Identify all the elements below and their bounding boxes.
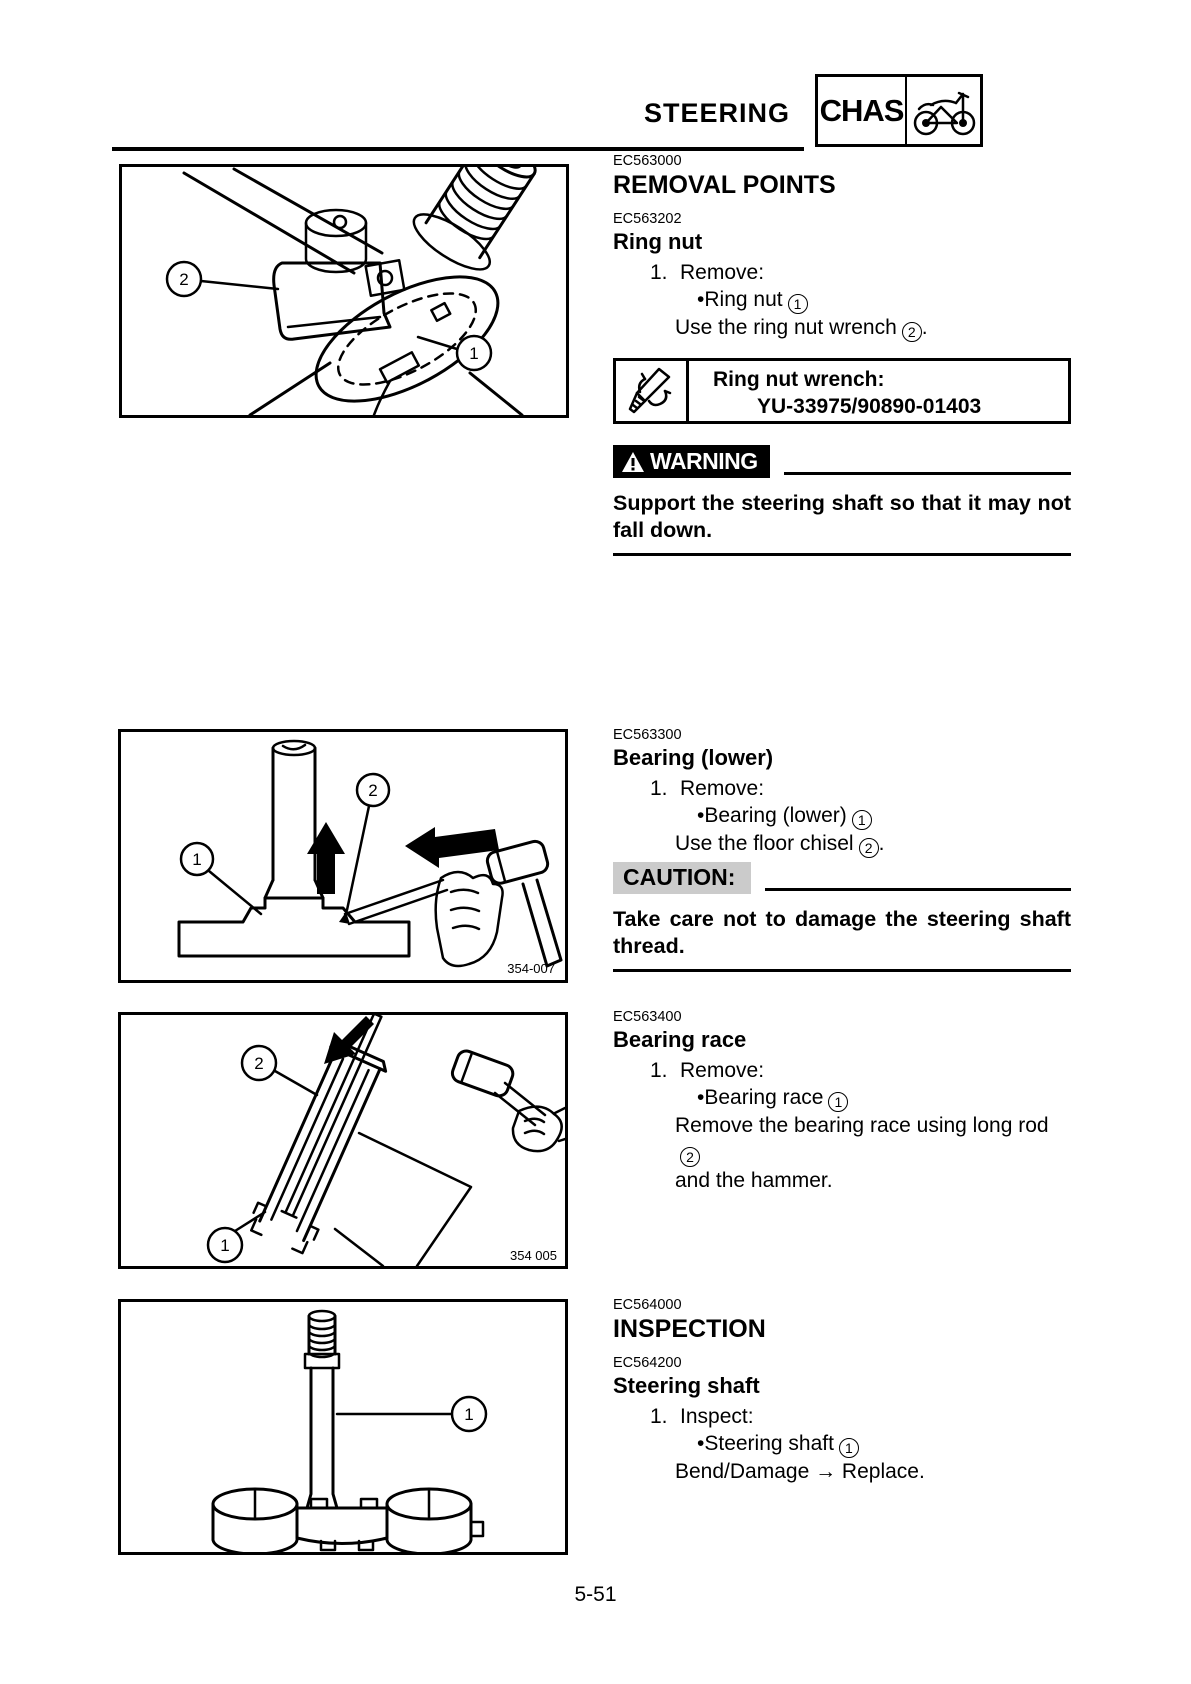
figure-steering-shaft-inspection [118, 1299, 568, 1555]
svg-text:2: 2 [368, 781, 378, 800]
page-number: 5-51 [574, 1583, 617, 1606]
section-code: EC564000 [613, 1297, 682, 1313]
ring-nut-wrench-icon [616, 361, 689, 421]
procedure-step [650, 259, 1071, 286]
page-title: STEERING [643, 98, 790, 128]
svg-text:2: 2 [254, 1054, 264, 1073]
svg-text:1: 1 [220, 1236, 230, 1255]
tool-spec-text [689, 361, 981, 421]
subsection-heading: Bearing race [613, 1027, 747, 1052]
ref-number: 2 [859, 838, 879, 858]
tool-part-number: YU-33975/90890-01403 [757, 395, 982, 418]
step-action: Inspect: [680, 1405, 754, 1428]
figure-caption: 354 005 [510, 1248, 557, 1263]
procedure-step [650, 775, 1071, 802]
svg-text:1: 1 [192, 850, 202, 869]
warning-end-rule [613, 553, 1071, 556]
procedure-step [650, 1403, 1071, 1430]
warning-triangle-icon [621, 451, 645, 473]
caution-end-rule [613, 969, 1071, 972]
section-removal-points [613, 153, 1071, 556]
step-note: Use the floor chisel 2 . [675, 832, 885, 856]
tool-name: Ring nut wrench: [713, 368, 885, 391]
step-note: and the hammer. [675, 1169, 833, 1192]
item-text: Steering shaft [704, 1432, 834, 1455]
step-action: Remove: [680, 261, 765, 284]
ref-number: 1 [828, 1092, 848, 1112]
warning-rule [784, 472, 1071, 475]
bullet-glyph: • [697, 1432, 705, 1455]
caution-rule [765, 888, 1071, 891]
step-item [697, 802, 1071, 830]
subsection-heading: Ring nut [613, 229, 703, 254]
svg-text:2: 2 [179, 270, 189, 289]
step-item [697, 1430, 1071, 1458]
step-number: 1. [650, 1059, 668, 1082]
section-heading: INSPECTION [613, 1315, 766, 1343]
ref-number: 1 [788, 294, 808, 314]
caution-label: CAUTION: [613, 862, 751, 894]
tool-spec-box [613, 358, 1071, 424]
step-item [697, 1084, 1071, 1112]
ref-number: 1 [852, 810, 872, 830]
section-code: EC563400 [613, 1009, 682, 1025]
header-rule [112, 147, 804, 151]
step-action: Remove: [680, 777, 765, 800]
svg-text:1: 1 [469, 344, 479, 363]
procedure-step [650, 1057, 1071, 1084]
bearing-race-removal-illustration [121, 1015, 565, 1266]
chapter-tab [815, 74, 983, 147]
steering-shaft-inspection-illustration [121, 1302, 565, 1552]
ref-number: 2 [680, 1147, 700, 1167]
section-code: EC563202 [613, 211, 682, 227]
ref-number: 2 [902, 322, 922, 342]
figure-ring-nut-removal [119, 164, 569, 418]
figure-label-wrench [167, 262, 278, 296]
section-code: EC564200 [613, 1355, 682, 1371]
figure-label-chisel [347, 774, 389, 910]
section-inspection [613, 1297, 1071, 1485]
step-number: 1. [650, 1405, 668, 1428]
figure-bearing-race-removal [118, 1012, 568, 1269]
figure-label-bearing [181, 843, 261, 914]
item-text: Bearing race [704, 1086, 824, 1109]
bullet-glyph: • [697, 288, 705, 311]
chapter-tab-label: CHAS [818, 77, 907, 144]
step-action: Remove: [680, 1059, 765, 1082]
bullet-glyph: • [697, 1086, 705, 1109]
subsection-heading: Bearing (lower) [613, 745, 774, 770]
step-note: Remove the bearing race using long rod2 [675, 1114, 1049, 1165]
step-number: 1. [650, 261, 668, 284]
svg-text:1: 1 [464, 1405, 474, 1424]
step-note: Bend/Damage → Replace. [675, 1460, 925, 1483]
section-code: EC563300 [613, 727, 682, 743]
figure-bearing-lower-removal [118, 729, 568, 983]
motorcycle-icon [907, 77, 980, 144]
bullet-glyph: • [697, 804, 705, 827]
ref-number: 1 [839, 1438, 859, 1458]
figure-label-rod [242, 1046, 317, 1095]
subsection-heading: Steering shaft [613, 1373, 760, 1398]
section-bearing-lower [613, 727, 1071, 972]
caution-header [613, 862, 1071, 894]
section-bearing-race [613, 1009, 1071, 1194]
item-text: Ring nut [704, 288, 783, 311]
step-item [697, 286, 1071, 314]
warning-text: Support the steering shaft so that it may not fall down. [613, 491, 1071, 542]
ring-nut-removal-illustration [122, 167, 566, 415]
step-number: 1. [650, 777, 668, 800]
figure-caption: 354-007 [507, 961, 555, 976]
section-code: EC563000 [613, 153, 682, 169]
section-heading: REMOVAL POINTS [613, 171, 836, 199]
warning-label: WARNING [613, 445, 770, 478]
step-note: Use the ring nut wrench 2 . [675, 316, 928, 340]
caution-text: Take care not to damage the steering shaft thread. [613, 907, 1071, 958]
figure-label-shaft [337, 1397, 486, 1431]
bearing-lower-removal-illustration [121, 732, 565, 980]
warning-header [613, 445, 1071, 478]
item-text: Bearing (lower) [704, 804, 847, 827]
